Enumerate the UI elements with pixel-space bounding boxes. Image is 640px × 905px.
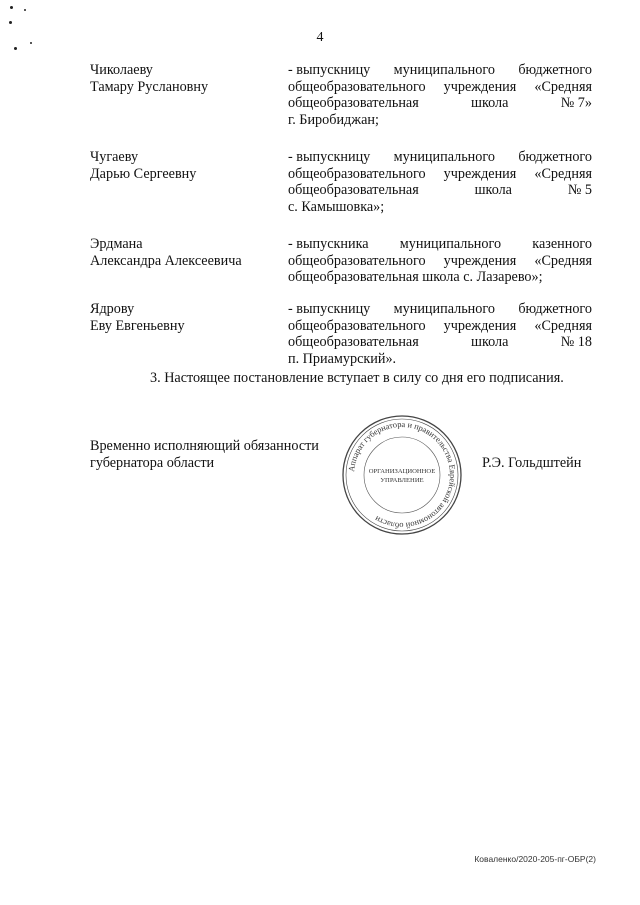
desc-line [288, 79, 592, 96]
desc-line [288, 62, 592, 79]
graduate-description [288, 149, 592, 215]
graduate-description [288, 62, 592, 128]
scan-speck [10, 6, 13, 9]
seal-center-line: ОРГАНИЗАЦИОННОЕ [368, 468, 436, 475]
desc-word: № 5 [567, 182, 592, 198]
desc-word: общеобразовательного [288, 317, 426, 334]
desc-line [288, 334, 592, 351]
graduate-description [288, 236, 592, 286]
desc-line [288, 318, 592, 335]
desc-word: школа [471, 95, 509, 111]
desc-word: учреждения [443, 78, 517, 95]
desc-word: муниципального [393, 62, 495, 78]
scan-speck [24, 9, 26, 11]
graduate-description [288, 301, 592, 367]
signer-name: Р.Э. Гольдштейн [482, 455, 582, 471]
desc-word: № 18 [560, 334, 592, 350]
seal-center-ring [364, 437, 440, 513]
desc-line [288, 269, 592, 286]
graduate-name [90, 301, 280, 334]
desc-line [288, 166, 592, 183]
desc-word: общеобразовательного [288, 252, 426, 269]
desc-word: № 7» [560, 95, 592, 111]
position-line: губернатора области [90, 455, 215, 471]
official-seal [340, 413, 464, 537]
desc-line [288, 253, 592, 270]
desc-word: муниципального [393, 301, 495, 317]
seal-outer-ring [343, 416, 461, 534]
scan-speck [14, 47, 17, 50]
desc-word: общеобразовательная [288, 95, 419, 111]
desc-word: г. Биробиджан; [288, 111, 379, 128]
desc-word: п. Приамурский». [288, 350, 397, 367]
given-names: Тамару Руслановну [90, 78, 209, 95]
desc-word: школа [471, 334, 509, 350]
surname: Чугаеву [90, 149, 139, 165]
desc-word: школа [474, 182, 512, 198]
desc-word: казенного [532, 236, 592, 252]
desc-line [288, 236, 592, 253]
surname: Эрдмана [90, 236, 143, 252]
desc-word: - выпускницу [288, 301, 371, 317]
scan-speck [30, 42, 32, 44]
document-reference: Коваленко/2020-205-пг-ОБР(2) [474, 854, 596, 864]
page-number: 4 [316, 30, 324, 45]
desc-word: бюджетного [518, 301, 592, 317]
desc-line [288, 149, 592, 166]
given-names: Дарью Сергеевну [90, 165, 197, 182]
desc-line [288, 199, 592, 216]
desc-word: бюджетного [518, 149, 592, 165]
desc-line [288, 351, 592, 368]
desc-word: общеобразовательного [288, 165, 426, 182]
graduate-name [90, 62, 280, 95]
surname: Чиколаеву [90, 62, 153, 78]
desc-word: общеобразовательная [288, 334, 419, 350]
desc-line [288, 301, 592, 318]
desc-word: муниципального [399, 236, 502, 252]
position-line: Временно исполняющий обязанности [90, 438, 319, 454]
desc-line [288, 182, 592, 199]
desc-word: муниципального [393, 149, 495, 165]
graduate-name [90, 236, 280, 269]
desc-line [288, 112, 592, 129]
desc-word: учреждения [443, 317, 517, 334]
given-names: Еву Евгеньевну [90, 317, 185, 334]
desc-word: «Средняя [534, 165, 592, 182]
clause-effective-date: 3. Настоящее постановление вступает в силу со дня его подписания. [150, 370, 564, 386]
desc-word: - выпускницу [288, 62, 371, 78]
seal-inner-ring [346, 419, 458, 531]
desc-word: учреждения [443, 252, 517, 269]
desc-word: общеобразовательная школа с. Лазарево»; [288, 269, 543, 285]
seal-ring-text: Аппарат губернатора и правительства Еврейской автономной области [347, 419, 458, 531]
graduate-name [90, 149, 280, 182]
desc-word: с. Камышовка»; [288, 198, 385, 215]
desc-word: «Средняя [534, 252, 592, 269]
given-names: Александра Алексеевича [90, 252, 242, 269]
desc-word: «Средняя [534, 78, 592, 95]
desc-word: бюджетного [518, 62, 592, 78]
signer-position [90, 438, 319, 472]
desc-word: учреждения [443, 165, 517, 182]
scan-speck [9, 21, 12, 24]
seal-center-line: УПРАВЛЕНИЕ [380, 477, 424, 484]
desc-word: - выпускника [288, 236, 369, 252]
desc-word: «Средняя [534, 317, 592, 334]
desc-word: общеобразовательного [288, 78, 426, 95]
surname: Ядрову [90, 301, 135, 317]
desc-line [288, 95, 592, 112]
desc-word: - выпускницу [288, 149, 371, 165]
desc-word: общеобразовательная [288, 182, 419, 198]
